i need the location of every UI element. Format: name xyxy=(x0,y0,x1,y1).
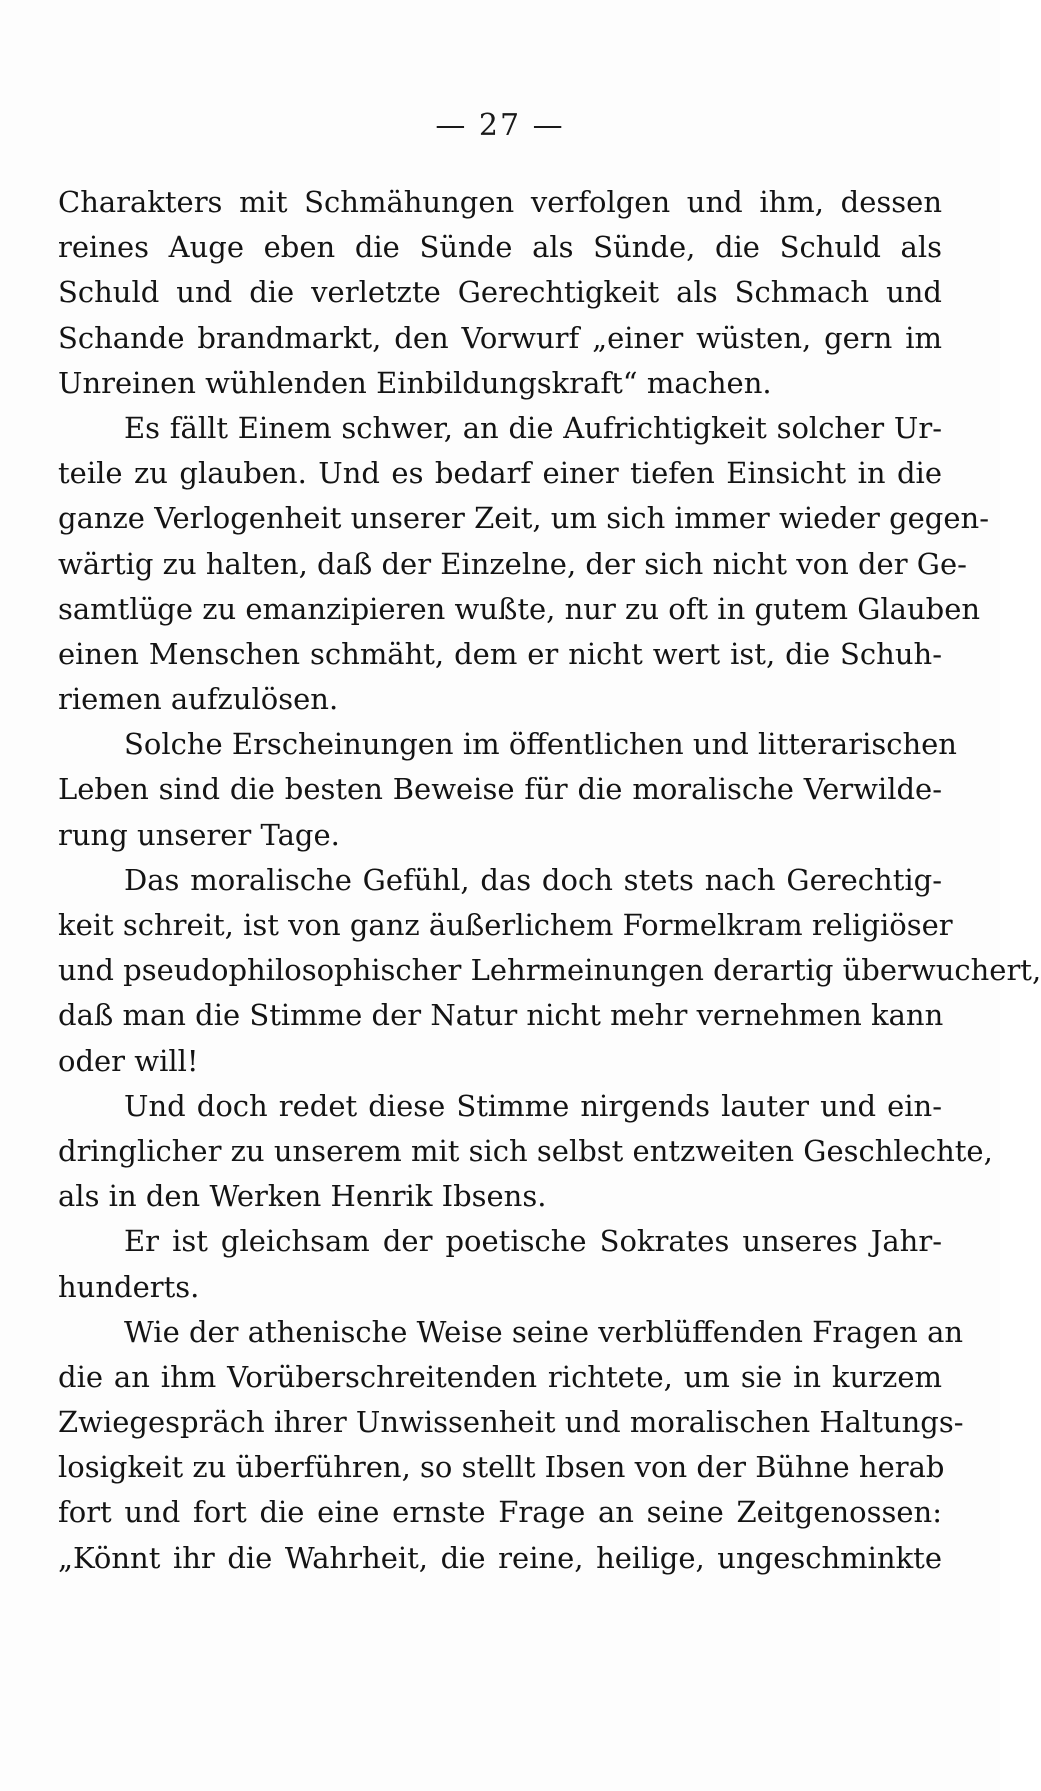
text-line: reines Auge eben die Sünde als Sünde, die Schuld als xyxy=(58,230,942,265)
text-line: Schuld und die verletzte Gerechtigkeit als Schmach und xyxy=(58,275,942,310)
text-line: wärtig zu halten, daß der Einzelne, der sich nicht von der Ge- xyxy=(58,546,967,581)
text-line: als in den Werken Henrik Ibsens. xyxy=(58,1179,547,1214)
text-line: Wie der athenische Weise seine verblüffenden Fragen an xyxy=(124,1314,964,1349)
text-line: Schande brandmarkt, den Vorwurf „einer wüsten, gern im xyxy=(58,320,942,355)
text-line: teile zu glauben. Und es bedarf einer tiefen Einsicht in die xyxy=(58,456,942,491)
text-line: losigkeit zu überführen, so stellt Ibsen von der Bühne herab xyxy=(58,1450,945,1485)
text-line: samtlüge zu emanzipieren wußte, nur zu oft in gutem Glauben xyxy=(58,591,981,626)
text-line: und pseudophilosophischer Lehrmeinungen derartig überwuchert, xyxy=(58,953,1041,988)
text-line: daß man die Stimme der Natur nicht mehr vernehmen kann xyxy=(58,998,944,1033)
text-line: keit schreit, ist von ganz äußerlichem Formelkram religiöser xyxy=(58,908,953,942)
text-line: dringlicher zu unserem mit sich selbst entzweiten Geschlechte, xyxy=(58,1133,993,1168)
page-number: — 27 — xyxy=(435,108,565,143)
text-line: hunderts. xyxy=(58,1269,200,1304)
body-text xyxy=(58,180,1041,1581)
text-line: rung unserer Tage. xyxy=(58,817,340,852)
text-line: einen Menschen schmäht, dem er nicht wert ist, die Schuh- xyxy=(58,636,942,671)
text-line: Das moralische Gefühl, das doch stets nach Gerechtig- xyxy=(124,862,942,897)
text-line: Zwiegespräch ihrer Unwissenheit und moralischen Haltungs- xyxy=(58,1405,964,1440)
text-line: Und doch redet diese Stimme nirgends lauter und ein- xyxy=(124,1088,942,1123)
text-line: oder will! xyxy=(58,1043,199,1078)
text-line: Es fällt Einem schwer, an die Aufrichtigkeit solcher Ur- xyxy=(124,410,942,445)
text-line: ganze Verlogenheit unserer Zeit, um sich immer wieder gegen- xyxy=(58,501,990,536)
text-line: „Könnt ihr die Wahrheit, die reine, heilige, ungeschminkte xyxy=(58,1540,942,1575)
text-line: Charakters mit Schmähungen verfolgen und ihm, dessen xyxy=(58,185,942,219)
text-line: Unreinen wühlenden Einbildungskraft“ machen. xyxy=(58,365,772,400)
text-line: Leben sind die besten Beweise für die moralische Verwilde- xyxy=(58,772,942,807)
text-line: fort und fort die eine ernste Frage an seine Zeitgenossen: xyxy=(58,1495,942,1530)
text-line: die an ihm Vorüberschreitenden richtete, um sie in kurzem xyxy=(58,1359,942,1394)
text-line: Er ist gleichsam der poetische Sokrates unseres Jahr- xyxy=(124,1224,942,1259)
text-line: Solche Erscheinungen im öffentlichen und litterarischen xyxy=(124,727,957,762)
text-line: riemen aufzulösen. xyxy=(58,682,339,717)
